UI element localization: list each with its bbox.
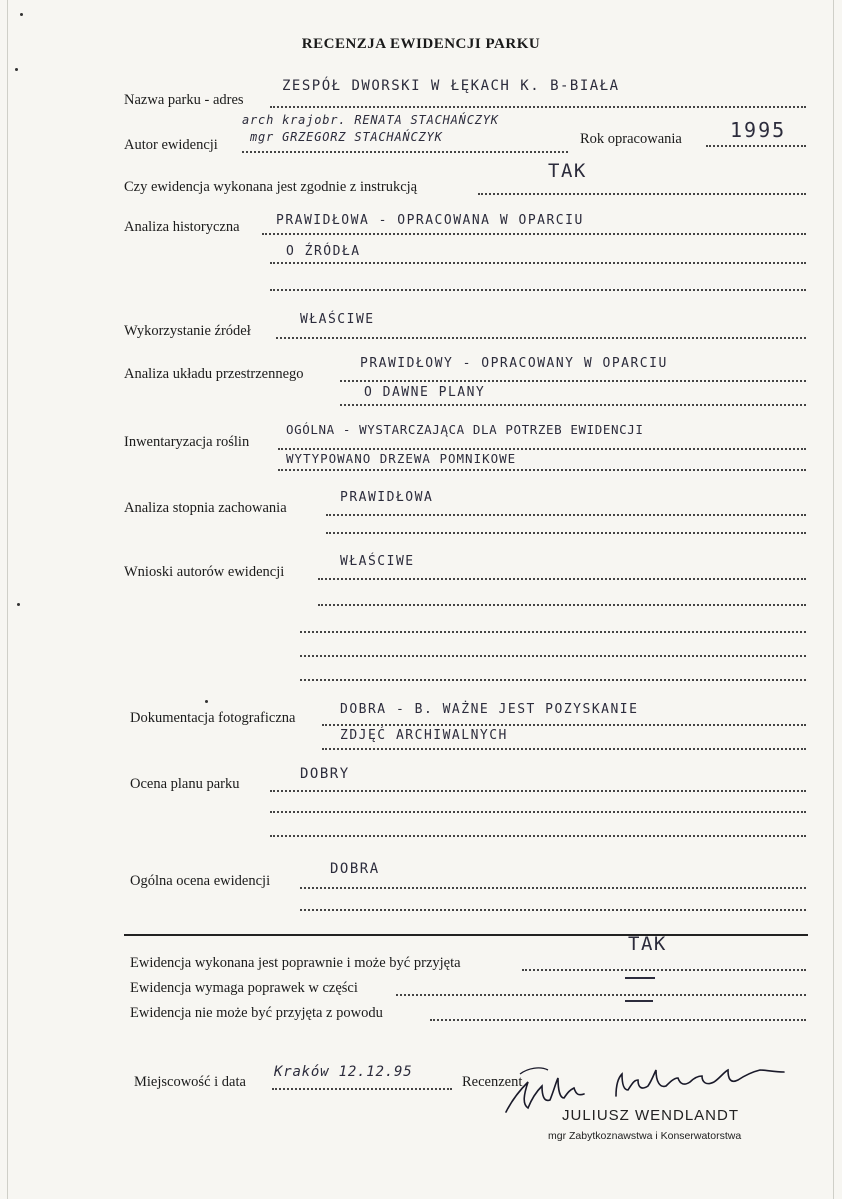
dotline-author — [242, 151, 568, 153]
dash-mark-partial — [625, 977, 655, 979]
label-plant-inventory: Inwentaryzacja roślin — [124, 434, 250, 450]
stamp-name: JULIUSZ WENDLANDT — [562, 1107, 740, 1124]
dotline-year — [706, 145, 806, 147]
label-park-name: Nazwa parku - adres — [124, 92, 244, 108]
form-title: RECENZJA EWIDENCJI PARKU — [301, 36, 541, 52]
dotline-historical-2 — [270, 262, 806, 264]
stamp-title: mgr Zabytkoznawstwa i Konserwatorstwa — [548, 1130, 742, 1142]
dotline-plan-3 — [270, 835, 806, 837]
dotline-inventory-1 — [278, 448, 806, 450]
dotline-photo-2 — [322, 748, 806, 750]
dotline-park-name — [270, 106, 806, 108]
value-compliance: TAK — [548, 160, 587, 182]
value-historical-line2: O ŹRÓDŁA — [286, 244, 361, 259]
dotline-photo-1 — [322, 724, 806, 726]
dotline-historical-3 — [270, 289, 806, 291]
dotline-inventory-2 — [278, 469, 806, 471]
scan-edge-right — [833, 0, 834, 1199]
value-park-author-line: arch krajobr. RENATA STACHAŃCZYK — [242, 113, 499, 127]
label-year: Rok opracowania — [580, 131, 682, 147]
dash-mark-rejected — [625, 1000, 653, 1002]
value-inventory-line2: WYTYPOWANO DRZEWA POMNIKOWE — [286, 451, 517, 466]
value-photo-line2: ZDJĘĆ ARCHIWALNYCH — [340, 728, 508, 743]
dotline-plan-1 — [270, 790, 806, 792]
dotline-conclusions-5 — [300, 679, 806, 681]
value-spatial-line2: O DAWNE PLANY — [364, 385, 486, 400]
label-author: Autor ewidencji — [124, 137, 218, 153]
label-verdict-partial: Ewidencja wymaga poprawek w części — [130, 980, 358, 996]
dotline-conclusions-2 — [318, 604, 806, 606]
dotline-verdict-partial — [396, 994, 806, 996]
dotline-historical-1 — [262, 233, 806, 235]
dotline-plan-2 — [270, 811, 806, 813]
value-inventory-line1: OGÓLNA - WYSTARCZAJĄCA DLA POTRZEB EWIDENCJI — [286, 422, 644, 437]
dotline-compliance — [478, 193, 806, 195]
dotline-preservation-1 — [326, 514, 806, 516]
label-overall-rating: Ogólna ocena ewidencji — [130, 873, 271, 889]
value-spatial-line1: PRAWIDŁOWY - OPRACOWANY W OPARCIU — [360, 356, 668, 371]
dotline-verdict-rejected — [430, 1019, 806, 1021]
label-plan-rating: Ocena planu parku — [130, 776, 240, 792]
value-plan-rating: DOBRY — [300, 766, 350, 782]
scan-edge-left — [7, 0, 8, 1199]
scan-speck — [20, 13, 23, 16]
section-separator — [124, 934, 808, 936]
label-historical-analysis: Analiza historyczna — [124, 219, 240, 235]
value-author: mgr GRZEGORZ STACHAŃCZYK — [250, 130, 443, 144]
value-photo-line1: DOBRA - B. WAŻNE JEST POZYSKANIE — [340, 702, 639, 717]
dotline-spatial-2 — [340, 404, 806, 406]
dotline-overall-2 — [300, 909, 806, 911]
dotline-place-date — [272, 1088, 452, 1090]
label-verdict-rejected: Ewidencja nie może być przyjęta z powodu — [130, 1005, 383, 1021]
dotline-conclusions-3 — [300, 631, 806, 633]
dotline-sources — [276, 337, 806, 339]
value-verdict-accepted: TAK — [628, 933, 667, 955]
label-verdict-accepted: Ewidencja wykonana jest poprawnie i może być przyjęta — [130, 955, 461, 971]
value-year: 1995 — [730, 118, 787, 142]
label-conclusions: Wnioski autorów ewidencji — [124, 564, 285, 580]
dotline-conclusions-1 — [318, 578, 806, 580]
label-compliance: Czy ewidencja wykonana jest zgodnie z instrukcją — [124, 179, 418, 195]
dotline-preservation-2 — [326, 532, 806, 534]
value-conclusions: WŁAŚCIWE — [340, 554, 415, 569]
scan-speck — [15, 68, 18, 71]
value-preservation: PRAWIDŁOWA — [340, 490, 434, 505]
value-place-date: Kraków 12.12.95 — [274, 1064, 413, 1080]
value-overall-rating: DOBRA — [330, 861, 380, 877]
value-historical-line1: PRAWIDŁOWA - OPRACOWANA W OPARCIU — [276, 213, 584, 228]
value-sources: WŁAŚCIWE — [300, 312, 375, 327]
scan-speck — [17, 603, 20, 606]
label-sources: Wykorzystanie źródeł — [124, 323, 251, 339]
dotline-overall-1 — [300, 887, 806, 889]
dotline-verdict-accepted — [522, 969, 806, 971]
value-park-name: ZESPÓŁ DWORSKI W ŁĘKACH K. B-BIAŁA — [282, 78, 620, 94]
scan-speck — [205, 700, 208, 703]
label-photo-docs: Dokumentacja fotograficzna — [130, 710, 296, 726]
label-place-date: Miejscowość i data — [134, 1074, 246, 1090]
dotline-conclusions-4 — [300, 655, 806, 657]
label-spatial-analysis: Analiza układu przestrzennego — [124, 366, 304, 382]
label-preservation-analysis: Analiza stopnia zachowania — [124, 500, 287, 516]
label-reviewer: Recenzent — [462, 1074, 523, 1090]
dotline-spatial-1 — [340, 380, 806, 382]
